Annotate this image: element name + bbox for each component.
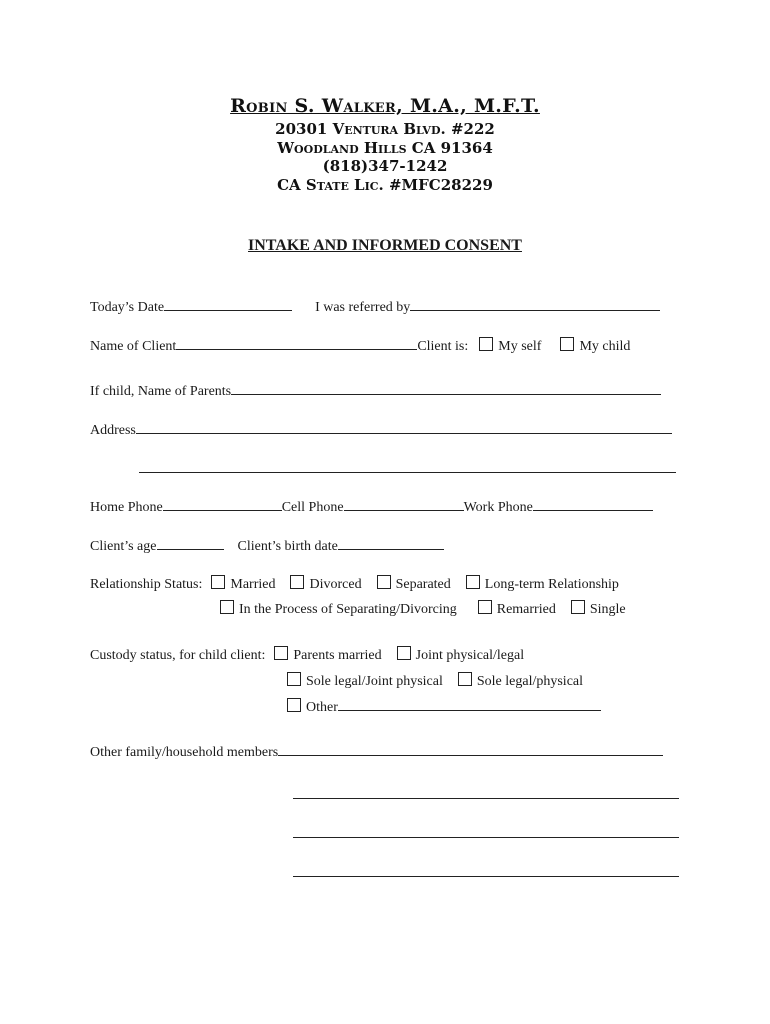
single-checkbox[interactable] (571, 600, 585, 614)
sole-label: Sole legal/physical (476, 674, 584, 689)
household-row-3 (293, 824, 679, 844)
date-referral-row (90, 297, 660, 317)
long-term-checkbox[interactable] (466, 575, 480, 589)
parents-married-checkbox[interactable] (274, 646, 288, 660)
joint-checkbox[interactable] (397, 646, 411, 660)
referred-by-label: I was referred by (315, 300, 411, 315)
office-phone: (818)347-1242 (322, 157, 448, 175)
client-name-field[interactable] (176, 336, 417, 350)
custody-row-3 (287, 697, 601, 717)
home-phone-label: Home Phone (90, 500, 163, 515)
license-number: CA State Lic. #MFC28229 (277, 176, 493, 194)
form-title: INTAKE AND INFORMED CONSENT (248, 237, 522, 254)
household-field-line-2[interactable] (293, 785, 679, 799)
separated-checkbox[interactable] (377, 575, 391, 589)
custody-row-1 (90, 646, 524, 665)
separating-checkbox[interactable] (220, 600, 234, 614)
married-checkbox[interactable] (211, 575, 225, 589)
my-child-checkbox[interactable] (560, 337, 574, 351)
sole-joint-checkbox[interactable] (287, 672, 301, 686)
todays-date-field[interactable] (164, 297, 292, 311)
address-field-line-1[interactable] (136, 420, 672, 434)
remarried-label: Remarried (496, 602, 556, 617)
other-field[interactable] (338, 697, 601, 711)
household-row-2 (293, 785, 679, 805)
address-label: Address (90, 423, 136, 438)
birth-date-label: Client’s birth date (237, 539, 338, 554)
relationship-row-1 (90, 575, 619, 594)
relationship-label: Relationship Status: (90, 577, 203, 592)
relationship-row-2 (220, 600, 626, 619)
household-row (90, 742, 663, 762)
therapist-name: Robin S. Walker, M.A., M.F.T. (230, 95, 540, 117)
custody-label: Custody status, for child client: (90, 648, 266, 663)
client-age-label: Client’s age (90, 539, 157, 554)
address-row (90, 420, 672, 440)
household-field-line-4[interactable] (293, 863, 679, 877)
separating-label: In the Process of Separating/Divorcing (239, 602, 457, 617)
birth-date-field[interactable] (338, 536, 444, 550)
client-name-label: Name of Client (90, 339, 177, 354)
address-line-2: Woodland Hills CA 91364 (277, 139, 493, 157)
divorced-label: Divorced (309, 577, 362, 592)
cell-phone-field[interactable] (344, 497, 464, 511)
sole-joint-label: Sole legal/Joint physical (306, 674, 443, 689)
joint-label: Joint physical/legal (415, 648, 525, 663)
parents-name-field[interactable] (231, 381, 661, 395)
parents-name-label: If child, Name of Parents (90, 384, 232, 399)
client-name-row (90, 336, 630, 356)
my-child-label: My child (579, 339, 631, 354)
household-field-line-1[interactable] (278, 742, 663, 756)
address-row-2 (139, 459, 676, 479)
parents-row (90, 381, 661, 401)
remarried-checkbox[interactable] (478, 600, 492, 614)
cell-phone-label: Cell Phone (281, 500, 344, 515)
referred-by-field[interactable] (410, 297, 660, 311)
married-label: Married (230, 577, 276, 592)
household-row-4 (293, 863, 679, 883)
client-age-field[interactable] (157, 536, 224, 550)
my-self-label: My self (498, 339, 542, 354)
single-label: Single (589, 602, 626, 617)
age-row (90, 536, 444, 556)
address-field-line-2[interactable] (139, 459, 676, 473)
long-term-label: Long-term Relationship (484, 577, 619, 592)
household-field-line-3[interactable] (293, 824, 679, 838)
todays-date-label: Today’s Date (90, 300, 165, 315)
address-line-1: 20301 Ventura Blvd. #222 (275, 120, 495, 138)
home-phone-field[interactable] (163, 497, 282, 511)
my-self-checkbox[interactable] (479, 337, 493, 351)
work-phone-label: Work Phone (463, 500, 533, 515)
work-phone-field[interactable] (533, 497, 653, 511)
divorced-checkbox[interactable] (290, 575, 304, 589)
parents-married-label: Parents married (293, 648, 382, 663)
client-is-label: Client is: (417, 339, 469, 354)
phones-row (90, 497, 653, 517)
household-label: Other family/household members (90, 745, 279, 760)
sole-checkbox[interactable] (458, 672, 472, 686)
separated-label: Separated (395, 577, 451, 592)
other-label: Other (306, 700, 338, 715)
custody-row-2 (287, 672, 583, 691)
other-checkbox[interactable] (287, 698, 301, 712)
